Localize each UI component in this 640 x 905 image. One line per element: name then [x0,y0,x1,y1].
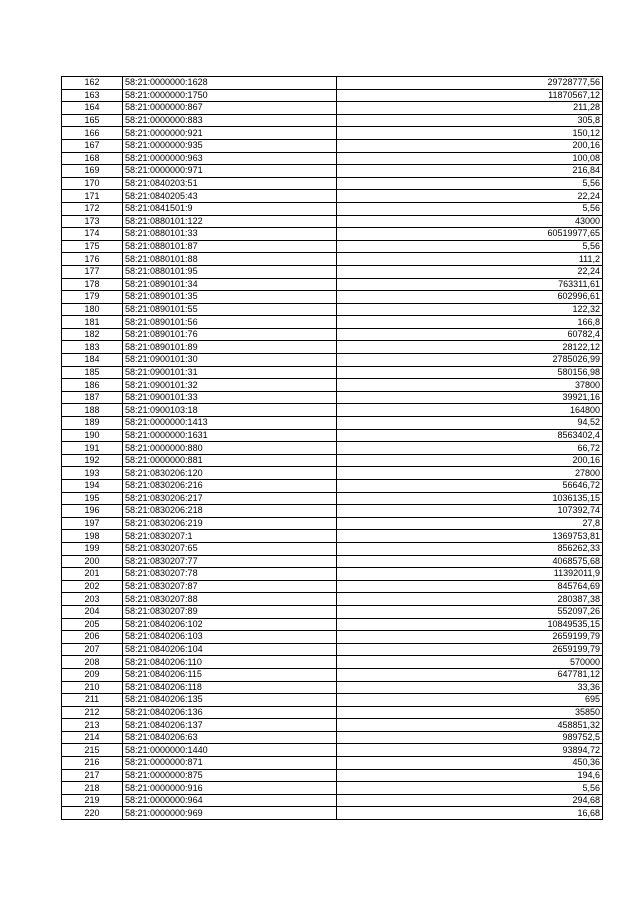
row-number: 194 [62,480,123,493]
row-number: 176 [62,253,123,266]
value-cell: 2785026,99 [337,354,603,367]
value-cell: 8563402,4 [337,429,603,442]
table-row [62,505,603,518]
row-number: 213 [62,719,123,732]
row-number: 206 [62,631,123,644]
value-cell: 216,84 [337,165,603,178]
value-cell: 33,36 [337,681,603,694]
table-row [62,467,603,480]
cadastral-number: 58:21:0900101:30 [123,354,337,367]
value-cell: 37800 [337,379,603,392]
value-cell: 2659199,79 [337,643,603,656]
row-number: 212 [62,706,123,719]
row-number: 164 [62,102,123,115]
table-row [62,303,603,316]
table-row [62,114,603,127]
table-row [62,454,603,467]
row-number: 196 [62,505,123,518]
value-cell: 5,56 [337,240,603,253]
value-cell: 111,2 [337,253,603,266]
value-cell: 100,08 [337,152,603,165]
table-row [62,328,603,341]
cadastral-number: 58:21:0840206:103 [123,631,337,644]
table-row [62,190,603,203]
row-number: 195 [62,492,123,505]
row-number: 205 [62,618,123,631]
row-number: 198 [62,530,123,543]
row-number: 210 [62,681,123,694]
table-row [62,417,603,430]
row-number: 173 [62,215,123,228]
row-number: 171 [62,190,123,203]
value-cell: 93894,72 [337,744,603,757]
table-row [62,278,603,291]
cadastral-number: 58:21:0000000:881 [123,454,337,467]
value-cell: 11870567,12 [337,89,603,102]
row-number: 172 [62,202,123,215]
value-cell: 845764,69 [337,580,603,593]
cadastral-number: 58:21:0890101:34 [123,278,337,291]
cadastral-number: 58:21:0000000:880 [123,442,337,455]
cadastral-number: 58:21:0000000:935 [123,139,337,152]
value-cell: 122,32 [337,303,603,316]
cadastral-number: 58:21:0840206:135 [123,694,337,707]
row-number: 188 [62,404,123,417]
value-cell: 11392011,9 [337,568,603,581]
cadastral-number: 58:21:0900101:31 [123,366,337,379]
table-row [62,215,603,228]
cadastral-number: 58:21:0830207:88 [123,593,337,606]
value-cell: 22,24 [337,190,603,203]
table-body [62,77,603,820]
row-number: 192 [62,454,123,467]
table-row [62,517,603,530]
row-number: 180 [62,303,123,316]
cadastral-number: 58:21:0840206:63 [123,731,337,744]
table-row [62,240,603,253]
cadastral-number: 58:21:0840206:110 [123,656,337,669]
table-row [62,391,603,404]
cadastral-number: 58:21:0000000:867 [123,102,337,115]
row-number: 218 [62,782,123,795]
table-row [62,77,603,90]
value-cell: 28122,12 [337,341,603,354]
cadastral-number: 58:21:0830206:120 [123,467,337,480]
row-number: 191 [62,442,123,455]
table-row [62,139,603,152]
cadastral-number: 58:21:0841501:9 [123,202,337,215]
row-number: 181 [62,316,123,329]
table-row [62,429,603,442]
table-row [62,744,603,757]
table-row [62,152,603,165]
cadastral-number: 58:21:0000000:1413 [123,417,337,430]
row-number: 165 [62,114,123,127]
table-row [62,681,603,694]
row-number: 197 [62,517,123,530]
row-number: 183 [62,341,123,354]
cadastral-number: 58:21:0000000:971 [123,165,337,178]
value-cell: 150,12 [337,127,603,140]
cadastral-number: 58:21:0890101:55 [123,303,337,316]
table-row [62,102,603,115]
table-row [62,404,603,417]
value-cell: 580156,98 [337,366,603,379]
row-number: 220 [62,807,123,820]
value-cell: 4068575,68 [337,555,603,568]
cadastral-number: 58:21:0890101:56 [123,316,337,329]
row-number: 211 [62,694,123,707]
row-number: 201 [62,568,123,581]
row-number: 169 [62,165,123,178]
value-cell: 2659199,79 [337,631,603,644]
table-row [62,366,603,379]
table-row [62,127,603,140]
value-cell: 695 [337,694,603,707]
table-row [62,228,603,241]
table-row [62,706,603,719]
row-number: 209 [62,668,123,681]
row-number: 187 [62,391,123,404]
value-cell: 164800 [337,404,603,417]
value-cell: 305,8 [337,114,603,127]
row-number: 175 [62,240,123,253]
row-number: 185 [62,366,123,379]
table-row [62,605,603,618]
value-cell: 5,56 [337,177,603,190]
cadastral-number: 58:21:0830206:219 [123,517,337,530]
cadastral-number: 58:21:0880101:87 [123,240,337,253]
cadastral-number: 58:21:0000000:921 [123,127,337,140]
cadastral-number: 58:21:0840206:104 [123,643,337,656]
row-number: 162 [62,77,123,90]
cadastral-number: 58:21:0840206:102 [123,618,337,631]
cadastral-number: 58:21:0000000:883 [123,114,337,127]
value-cell: 66,72 [337,442,603,455]
value-cell: 552097,26 [337,605,603,618]
value-cell: 570000 [337,656,603,669]
table-row [62,593,603,606]
table-row [62,253,603,266]
row-number: 203 [62,593,123,606]
value-cell: 647781,12 [337,668,603,681]
table-row [62,731,603,744]
cadastral-number: 58:21:0880101:95 [123,265,337,278]
row-number: 207 [62,643,123,656]
row-number: 182 [62,328,123,341]
table-row [62,442,603,455]
table-row [62,341,603,354]
table-row [62,480,603,493]
cadastral-number: 58:21:0830206:217 [123,492,337,505]
cadastral-number: 58:21:0900101:32 [123,379,337,392]
cadastral-number: 58:21:0000000:1440 [123,744,337,757]
cadastral-number: 58:21:0840206:115 [123,668,337,681]
cadastral-number: 58:21:0890101:89 [123,341,337,354]
value-cell: 39921,16 [337,391,603,404]
cadastral-number: 58:21:0900103:18 [123,404,337,417]
value-cell: 60782,4 [337,328,603,341]
value-cell: 450,36 [337,757,603,770]
value-cell: 1369753,81 [337,530,603,543]
cadastral-number: 58:21:0000000:1631 [123,429,337,442]
value-cell: 27,8 [337,517,603,530]
table-row [62,694,603,707]
table-row [62,580,603,593]
cadastral-number: 58:21:0880101:122 [123,215,337,228]
table-row [62,177,603,190]
row-number: 202 [62,580,123,593]
table-row [62,769,603,782]
table-row [62,265,603,278]
value-cell: 294,68 [337,794,603,807]
table-row [62,618,603,631]
row-number: 166 [62,127,123,140]
row-number: 217 [62,769,123,782]
cadastral-number: 58:21:0830207:77 [123,555,337,568]
value-cell: 200,16 [337,454,603,467]
row-number: 199 [62,542,123,555]
value-cell: 43000 [337,215,603,228]
row-number: 208 [62,656,123,669]
table-row [62,530,603,543]
table-row [62,291,603,304]
table-row [62,165,603,178]
cadastral-number: 58:21:0830207:89 [123,605,337,618]
table-row [62,568,603,581]
cadastral-number: 58:21:0880101:33 [123,228,337,241]
cadastral-number: 58:21:0890101:35 [123,291,337,304]
cadastral-number: 58:21:0000000:1628 [123,77,337,90]
row-number: 168 [62,152,123,165]
row-number: 184 [62,354,123,367]
row-number: 214 [62,731,123,744]
cadastral-number: 58:21:0840203:51 [123,177,337,190]
row-number: 216 [62,757,123,770]
table-row [62,656,603,669]
cadastral-number: 58:21:0000000:964 [123,794,337,807]
cadastral-value-table [61,76,603,820]
value-cell: 989752,5 [337,731,603,744]
row-number: 177 [62,265,123,278]
cadastral-number: 58:21:0830207:78 [123,568,337,581]
value-cell: 27800 [337,467,603,480]
row-number: 215 [62,744,123,757]
table-row [62,202,603,215]
cadastral-number: 58:21:0840206:137 [123,719,337,732]
value-cell: 16,68 [337,807,603,820]
cadastral-number: 58:21:0830207:1 [123,530,337,543]
value-cell: 29728777,56 [337,77,603,90]
table-row [62,643,603,656]
row-number: 178 [62,278,123,291]
row-number: 186 [62,379,123,392]
table-row [62,668,603,681]
value-cell: 763311,61 [337,278,603,291]
table-row [62,757,603,770]
cadastral-number: 58:21:0830207:87 [123,580,337,593]
table-row [62,89,603,102]
row-number: 163 [62,89,123,102]
value-cell: 166,8 [337,316,603,329]
cadastral-number: 58:21:0000000:875 [123,769,337,782]
table-row [62,354,603,367]
table-row [62,379,603,392]
row-number: 204 [62,605,123,618]
cadastral-number: 58:21:0840206:136 [123,706,337,719]
row-number: 167 [62,139,123,152]
value-cell: 458851,32 [337,719,603,732]
value-cell: 211,28 [337,102,603,115]
row-number: 193 [62,467,123,480]
table-row [62,316,603,329]
value-cell: 22,24 [337,265,603,278]
table-row [62,782,603,795]
cadastral-number: 58:21:0830207:65 [123,542,337,555]
value-cell: 200,16 [337,139,603,152]
cadastral-number: 58:21:0840205:43 [123,190,337,203]
value-cell: 1036135,15 [337,492,603,505]
value-cell: 5,56 [337,782,603,795]
cadastral-number: 58:21:0900101:33 [123,391,337,404]
cadastral-number: 58:21:0890101:76 [123,328,337,341]
cadastral-number: 58:21:0000000:969 [123,807,337,820]
cadastral-number: 58:21:0830206:216 [123,480,337,493]
table-row [62,719,603,732]
value-cell: 5,56 [337,202,603,215]
row-number: 189 [62,417,123,430]
row-number: 174 [62,228,123,241]
cadastral-number: 58:21:0830206:218 [123,505,337,518]
row-number: 219 [62,794,123,807]
row-number: 190 [62,429,123,442]
cadastral-number: 58:21:0000000:871 [123,757,337,770]
table-row [62,542,603,555]
row-number: 170 [62,177,123,190]
row-number: 200 [62,555,123,568]
table-row [62,492,603,505]
cadastral-number: 58:21:0840206:118 [123,681,337,694]
value-cell: 602996,61 [337,291,603,304]
cadastral-number: 58:21:0000000:963 [123,152,337,165]
table-row [62,631,603,644]
row-number: 179 [62,291,123,304]
value-cell: 94,52 [337,417,603,430]
cadastral-number: 58:21:0000000:916 [123,782,337,795]
table-row [62,555,603,568]
cadastral-number: 58:21:0880101:88 [123,253,337,266]
value-cell: 10849535,15 [337,618,603,631]
value-cell: 56646,72 [337,480,603,493]
value-cell: 194,6 [337,769,603,782]
value-cell: 60519977,65 [337,228,603,241]
value-cell: 856262,33 [337,542,603,555]
value-cell: 107392,74 [337,505,603,518]
value-cell: 35850 [337,706,603,719]
table-row [62,807,603,820]
value-cell: 280387,38 [337,593,603,606]
table-row [62,794,603,807]
cadastral-number: 58:21:0000000:1750 [123,89,337,102]
